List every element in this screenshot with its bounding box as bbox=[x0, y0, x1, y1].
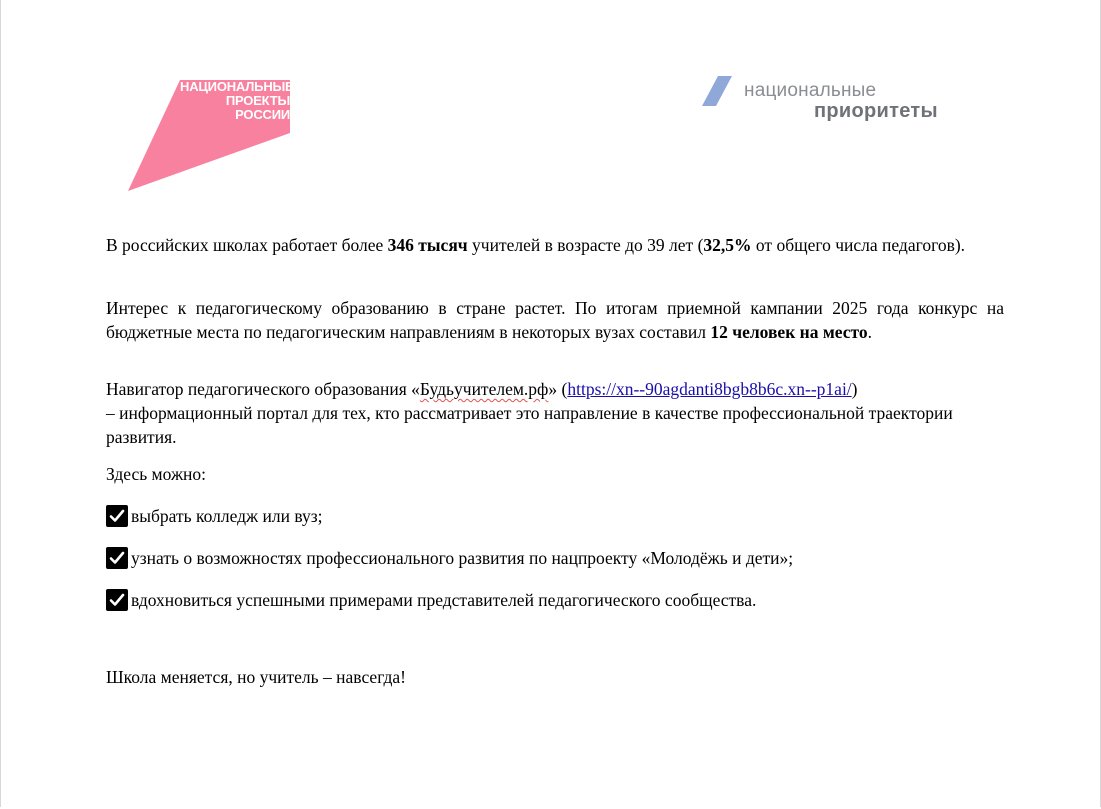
list-item bbox=[106, 588, 756, 612]
checkmark-icon bbox=[106, 505, 128, 527]
list-item-text: выбрать колледж или вуз; bbox=[131, 506, 323, 526]
list-item bbox=[106, 504, 323, 528]
bold-number: 346 тысяч bbox=[387, 235, 468, 255]
logo-line2: приоритеты bbox=[814, 100, 938, 122]
paragraph-interest bbox=[106, 296, 1004, 344]
logo-line1: национальные bbox=[744, 80, 877, 101]
text-run: Интерес к педагогическому образованию в стране растет. По итогам приемной кампании 2025 года конкурс на бюджетные места по педагогическим направлениям в некоторых вузах составил bbox=[106, 298, 1004, 342]
checkmark-icon bbox=[106, 547, 128, 569]
logo-text-line: РОССИИ bbox=[235, 107, 290, 122]
text-run: ) bbox=[851, 379, 858, 399]
text-run: В российских школах работает более bbox=[106, 235, 388, 255]
portal-link[interactable]: https://xn--90agdanti8bgb8b6c.xn--p1ai/ bbox=[567, 379, 852, 399]
national-projects-logo bbox=[128, 80, 293, 192]
list-item bbox=[106, 546, 793, 570]
text-run: » ( bbox=[548, 379, 568, 399]
bold-ratio: 12 человек на место bbox=[710, 322, 868, 342]
list-item-text: узнать о возможностях профессионального развития по нацпроекту «Молодёжь и дети»; bbox=[131, 548, 794, 568]
bold-percent: 32,5% bbox=[703, 235, 752, 255]
logo-text-line: НАЦИОНАЛЬНЫЕ bbox=[180, 79, 294, 94]
paragraph-navigator bbox=[106, 377, 1004, 449]
checkmark-icon bbox=[106, 589, 128, 611]
text-run: . bbox=[867, 322, 873, 342]
national-priorities-logo bbox=[700, 74, 990, 124]
paragraph-teachers-count bbox=[106, 233, 1004, 257]
logo-slash-shape bbox=[700, 74, 740, 108]
text-run: Навигатор педагогического образования « bbox=[106, 379, 420, 399]
paragraph-here-you-can: Здесь можно: bbox=[106, 464, 207, 484]
logo-text-line: ПРОЕКТЫ bbox=[225, 93, 290, 108]
site-name: Будьучителем.рф bbox=[419, 379, 549, 399]
paragraph-closing: Школа меняется, но учитель – навсегда! bbox=[106, 667, 406, 687]
text-run: – информационный портал для тех, кто рассматривает это направление в качестве профессиональной траектории развития. bbox=[106, 403, 953, 447]
text-run: от общего числа педагогов). bbox=[751, 235, 966, 255]
list-item-text: вдохновиться успешными примерами представителей педагогического сообщества. bbox=[131, 590, 757, 610]
text-run: учителей в возрасте до 39 лет ( bbox=[467, 235, 704, 255]
logo-text-block bbox=[180, 79, 294, 122]
